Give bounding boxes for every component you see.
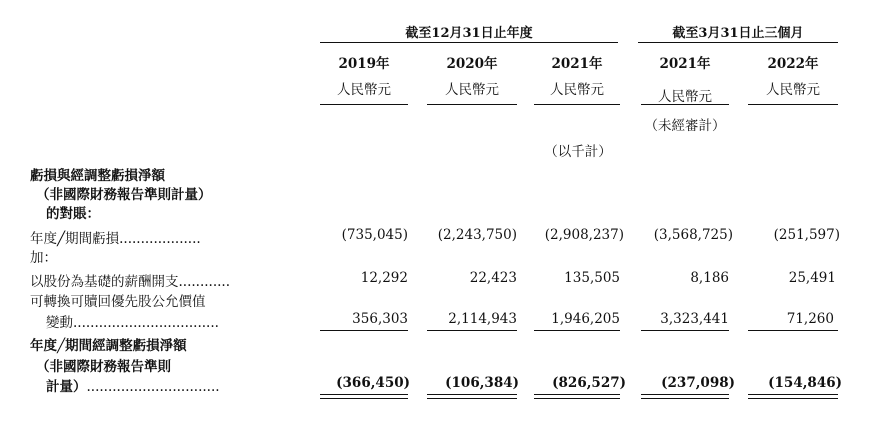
row-fv-value-3: 1,946,205 <box>551 311 620 327</box>
row-label-fair-value-line2: 變動.................................. <box>46 315 219 331</box>
row-label-add: 加： <box>30 250 57 266</box>
section-title-line1: 虧損與經調整虧損淨額 <box>30 168 165 184</box>
total-double-underline-5 <box>748 394 838 399</box>
group-header-quarter: 截至3月31日止三個月 <box>672 26 804 41</box>
group-header-year: 截至12月31日止年度 <box>405 26 533 41</box>
column-year-4: 2021年 <box>659 56 711 72</box>
row-fv-value-2: 2,114,943 <box>448 311 517 327</box>
total-label-line3: 計量）............................... <box>46 379 220 395</box>
column-underline-3 <box>534 104 620 105</box>
total-value-2: (106,384) <box>445 375 519 391</box>
subtotal-underline-4 <box>641 330 729 331</box>
section-title-line3: 的對賬： <box>46 206 100 222</box>
row-loss-value-1: (735,045) <box>341 227 408 243</box>
column-underline-4 <box>641 104 729 105</box>
column-currency-4: 人民幣元 <box>658 89 712 105</box>
column-underline-5 <box>748 104 838 105</box>
row-label-loss: 年度╱期間虧損................... <box>30 231 201 247</box>
total-double-underline-3 <box>534 394 620 399</box>
column-year-3: 2021年 <box>551 56 603 72</box>
column-year-1: 2019年 <box>338 56 390 72</box>
total-label-line1: 年度╱期間經調整虧損淨額 <box>30 338 187 354</box>
section-title-line2: （非國際財務報告準則計量） <box>36 187 212 203</box>
total-value-4: (237,098) <box>661 375 735 391</box>
row-loss-value-2: (2,243,750) <box>437 227 517 243</box>
row-fv-value-1: 356,303 <box>352 311 408 327</box>
row-loss-value-3: (2,908,237) <box>544 227 624 243</box>
row-sbc-value-5: 25,491 <box>788 270 836 286</box>
unit-label: （以千計） <box>544 144 612 160</box>
group-underline-quarter <box>638 42 838 43</box>
column-currency-3: 人民幣元 <box>550 82 604 98</box>
row-loss-value-5: (251,597) <box>773 227 840 243</box>
row-fv-value-5: 71,260 <box>786 311 834 327</box>
row-sbc-value-1: 12,292 <box>360 270 408 286</box>
column-currency-2: 人民幣元 <box>445 82 499 98</box>
total-value-1: (366,450) <box>336 375 410 391</box>
subtotal-underline-2 <box>427 330 517 331</box>
column-currency-5: 人民幣元 <box>766 82 820 98</box>
row-sbc-value-4: 8,186 <box>690 270 729 286</box>
total-value-3: (826,527) <box>552 375 626 391</box>
total-label-line2: （非國際財務報告準則 <box>36 359 171 375</box>
subtotal-underline-5 <box>748 330 838 331</box>
row-sbc-value-3: 135,505 <box>564 270 620 286</box>
row-sbc-value-2: 22,423 <box>469 270 517 286</box>
column-year-5: 2022年 <box>767 56 819 72</box>
subtotal-underline-1 <box>320 330 408 331</box>
column-underline-1 <box>320 104 408 105</box>
row-label-share-based-compensation: 以股份為基礎的薪酬開支............ <box>30 274 230 290</box>
column-underline-2 <box>427 104 517 105</box>
row-fv-value-4: 3,323,441 <box>660 311 729 327</box>
total-double-underline-1 <box>320 394 408 399</box>
total-double-underline-4 <box>641 394 729 399</box>
row-loss-value-4: (3,568,725) <box>653 227 733 243</box>
column-currency-1: 人民幣元 <box>337 82 391 98</box>
unaudited-note: （未經審計） <box>644 118 726 134</box>
total-value-5: (154,846) <box>768 375 842 391</box>
subtotal-underline-3 <box>534 330 620 331</box>
total-double-underline-2 <box>427 394 517 399</box>
row-label-fair-value-line1: 可轉換可贖回優先股公允價值 <box>30 294 206 310</box>
group-underline-year <box>320 42 618 43</box>
column-year-2: 2020年 <box>446 56 498 72</box>
